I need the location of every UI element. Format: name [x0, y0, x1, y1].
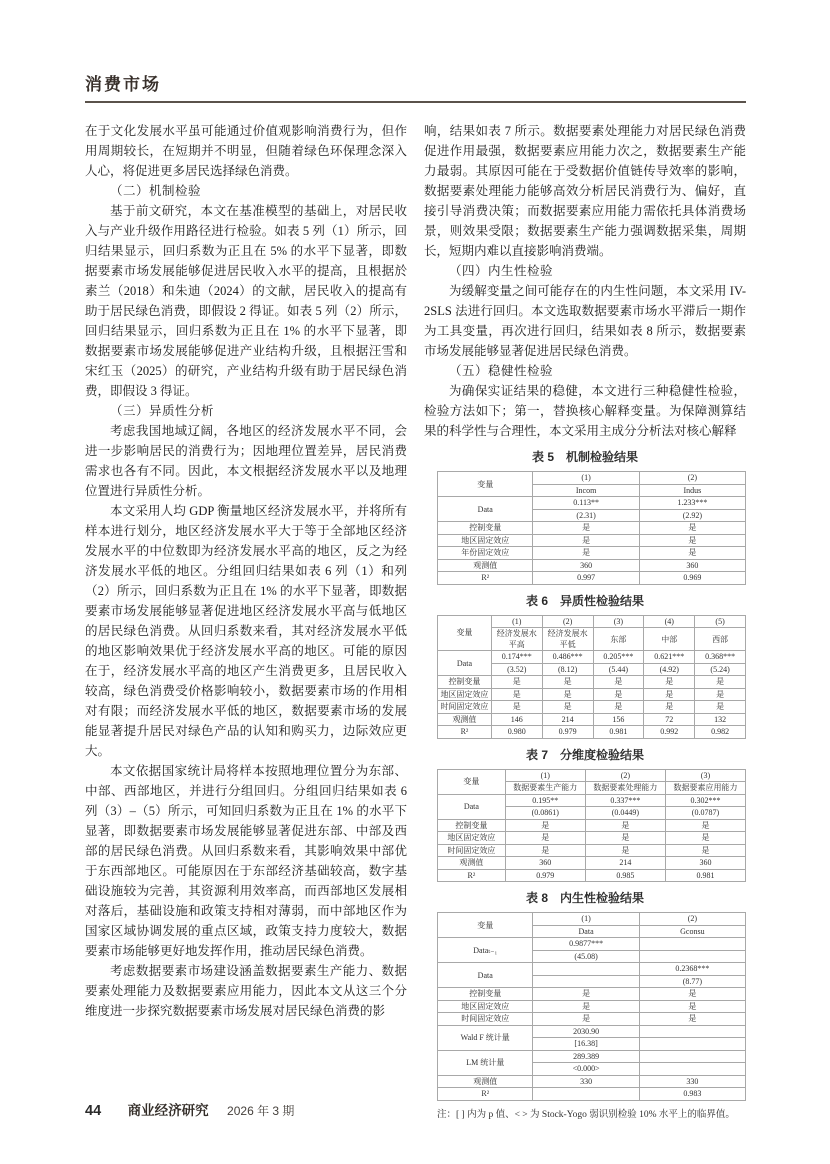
right-column [424, 121, 746, 1123]
left-column [85, 121, 407, 1021]
table-cell: 是 [639, 988, 745, 1001]
table-row [438, 534, 746, 547]
table-cell: 是 [639, 1013, 745, 1026]
table-cell: 0.979 [542, 726, 593, 739]
table-row [438, 1000, 746, 1013]
table-cell: 变量 [438, 913, 533, 938]
table-cell: 0.9877*** [533, 938, 639, 951]
table-cell: 东部 [593, 628, 644, 651]
table-cell: 330 [533, 1075, 639, 1088]
table-cell: 观测值 [438, 1075, 533, 1088]
table-cell: 289.389 [533, 1050, 639, 1063]
table-cell: Data [533, 925, 639, 938]
table-cell: Indus [639, 484, 745, 497]
table-row [438, 963, 746, 976]
table-cell: Dataₜ₋₁ [438, 938, 533, 963]
table-cell: 是 [695, 688, 746, 701]
table-cell: <0.000> [533, 1063, 639, 1076]
paragraph: 响，结果如表 7 所示。数据要素处理能力对居民绿色消费促进作用最强，数据要素应用能力次之，数据要素生产能力最弱。其原因可能在于受数据价值链传导效率的影响，数据要素处理能力能够高效分析居民消费行为、偏好，直接引导消费决策；而数据要素应用能力需依托具体消费场景，则效果受限；数据要素生产能力强调数据采集，周期长，短期内难以直接影响消费端。 [424, 124, 746, 258]
subsection-heading: （三）异质性分析 [110, 404, 215, 418]
table-cell: 是 [533, 534, 639, 547]
table-row [438, 497, 746, 510]
table-row [438, 1013, 746, 1026]
paragraph: 基于前文研究，本文在基准模型的基础上，对居民收入与产业升级作用路径进行检验。如表 5 列（1）所示，回归结果显示，回归系数为正且在 5% 的水平下显著，即数据要素市场发展能够促进居民收入水平的提高，且根据於素兰（2018）和朱迪（2024）的文献，居民收入的提高有助于居民绿色消费，即假设 2 得证。如表 5 列（2）所示，回归结果显示，回归系数为正且在 1% 的水平下显著，即数据要素市场发展能够促进产业结构升级，且根据汪雪和宋红玉（2025）的研究，产业结构升级有助于居民绿色消费，即假设 3 得证。 [85, 204, 407, 398]
table-row [438, 615, 746, 628]
table-row [438, 913, 746, 926]
table-cell: 是 [491, 688, 542, 701]
table-row [438, 688, 746, 701]
table-cell: [16.38] [533, 1038, 639, 1051]
paragraph: 本文采用人均 GDP 衡量地区经济发展水平，并将所有样本进行划分，地区经济发展水平大于等于全部地区经济发展水平的中位数即为经济发展水平高的地区，反之为经济发展水平低的地区。分组回归结果如表 6 列（1）和列（2）所示，回归系数为正且在 1% 的水平下显著，即数据要素市场发展能够显著促进地区经济发展水平高与低地区的居民绿色消费。从回归系数来看，其对经济发展水平低的地区影响效果优于经济发展水平高的地区。可能的原因在于，经济发展水平高的地区产生消费更多，且居民收入较高，绿色消费受价格影响较小，数据要素市场的作用相对有限；而经济发展水平低的地区，数据要素市场的发展能显著提升居民对绿色产品的认知和购买力，边际效应更大。 [85, 504, 407, 758]
table-cell: 变量 [438, 472, 533, 497]
table-cell: 经济发展水平高 [491, 628, 542, 651]
table-row [438, 844, 746, 857]
table-row [438, 938, 746, 951]
table-row [438, 857, 746, 870]
table-cell: 观测值 [438, 559, 533, 572]
table-cell: (1) [533, 913, 639, 926]
table-cell: Gconsu [639, 925, 745, 938]
table-cell: (5.24) [695, 663, 746, 676]
table-cell: (1) [533, 472, 639, 485]
table-cell: 地区固定效应 [438, 534, 533, 547]
table-cell: 时间固定效应 [438, 1013, 533, 1026]
paragraph: 在于文化发展水平虽可能通过价值观影响消费行为，但作用周期较长，在短期并不明显，但随着绿色环保理念深入人心，将促进更多居民选择绿色消费。 [85, 124, 407, 178]
section-header: 消费市场 [85, 75, 161, 94]
table-cell: 是 [542, 701, 593, 714]
table-cell: 是 [593, 676, 644, 689]
table-cell: 数据要素生产能力 [505, 782, 585, 795]
table-cell: 是 [505, 844, 585, 857]
table-cell: 是 [542, 688, 593, 701]
table-row [438, 988, 746, 1001]
table-cell: 2030.90 [533, 1025, 639, 1038]
table-cell: 地区固定效应 [438, 688, 492, 701]
table-cell: 地区固定效应 [438, 1000, 533, 1013]
table-row [438, 769, 746, 782]
table-cell: 变量 [438, 769, 506, 794]
table-row [438, 559, 746, 572]
table-cell: 0.486*** [542, 651, 593, 664]
table-cell: 330 [639, 1075, 745, 1088]
table-cell: 是 [533, 522, 639, 535]
table-8-title: 表 8 内生性检验结果 [525, 891, 644, 905]
table-cell: (4.92) [644, 663, 695, 676]
table-8-block [424, 889, 746, 1101]
table-row [438, 726, 746, 739]
table-cell [639, 938, 745, 951]
table-cell: 0.337*** [585, 794, 665, 807]
table-cell: 经济发展水平低 [542, 628, 593, 651]
table-cell: (0.0861) [505, 807, 585, 820]
table-cell: Incom [533, 484, 639, 497]
table-6-heterogeneity-results [437, 615, 746, 739]
table-7-dimension-results [437, 769, 746, 883]
table-cell: Data [438, 651, 492, 676]
table-cell: 72 [644, 713, 695, 726]
table-cell: 是 [491, 676, 542, 689]
table-cell: (3) [665, 769, 745, 782]
table-cell: 0.174*** [491, 651, 542, 664]
table-cell: 0.195** [505, 794, 585, 807]
table-cell: 0.992 [644, 726, 695, 739]
table-cell: (0.0787) [665, 807, 745, 820]
table-row [438, 1025, 746, 1038]
journal-name: 商业经济研究 [127, 1103, 209, 1118]
table-cell: 控制变量 [438, 676, 492, 689]
table-cell: 是 [665, 832, 745, 845]
paragraph: 本文依据国家统计局将样本按照地理位置分为东部、中部、西部地区，并进行分组回归。分组回归结果如表 6 列（3）–（5）所示，可知回归系数为正且在 1% 的水平下显著，即数据要素市场发展能够显著促进东部、中部及西部的居民绿色消费。从回归系数来看，其影响效果中部优于东西部地区。可能原因在于东部经济基础较高，数字基础设施较为完善，其资源利用效率高，而西部地区发展相对落后，基础设施和政策支持相对薄弱，而中部地区作为国家区域协调发展的重点区域，政策支持力度较大，数据要素市场能够更好地发挥作用，推动居民绿色消费。 [85, 764, 407, 958]
table-cell: 0.981 [665, 869, 745, 882]
table-5-block [424, 448, 746, 585]
subsection-heading: （二）机制检验 [110, 184, 202, 198]
table-cell [533, 963, 639, 976]
table-cell: 0.368*** [695, 651, 746, 664]
paragraph: 为缓解变量之间可能存在的内生性问题，本文采用 IV-2SLS 法进行回归。本文选取数据要素市场水平滞后一期作为工具变量，再次进行回归，结果如表 8 所示，数据要素市场发展能够显著促进居民绿色消费。 [424, 284, 746, 358]
table-cell: Data [438, 963, 533, 988]
table-cell: 是 [639, 534, 745, 547]
subsection-heading: （四）内生性检验 [449, 264, 554, 278]
table-cell: 0.969 [639, 572, 745, 585]
table-row [438, 1075, 746, 1088]
table-cell: 时间固定效应 [438, 844, 506, 857]
table-cell: 是 [639, 547, 745, 560]
table-cell: (2) [639, 913, 745, 926]
table-cell: 是 [644, 701, 695, 714]
table-row [438, 522, 746, 535]
table-cell: 是 [533, 547, 639, 560]
table-cell: 是 [593, 701, 644, 714]
table-cell: 360 [639, 559, 745, 572]
table-cell: R² [438, 1088, 533, 1101]
table-cell: 控制变量 [438, 819, 506, 832]
table-cell: 是 [593, 688, 644, 701]
table-cell: (2) [585, 769, 665, 782]
table-cell: 是 [505, 819, 585, 832]
table-cell: 0.979 [505, 869, 585, 882]
table-cell: 214 [542, 713, 593, 726]
table-cell: 控制变量 [438, 988, 533, 1001]
table-cell: 0.985 [585, 869, 665, 882]
paragraph: 考虑我国地域辽阔，各地区的经济发展水平不同，会进一步影响居民的消费行为；因地理位置差异，居民消费需求也各有不同。因此，本文根据经济发展水平以及地理位置进行异质性分析。 [85, 424, 407, 498]
table-cell: 西部 [695, 628, 746, 651]
table-7-title: 表 7 分维度检验结果 [525, 747, 644, 762]
table-cell: 数据要素应用能力 [665, 782, 745, 795]
table-cell [639, 1063, 745, 1076]
table-cell: 0.113** [533, 497, 639, 510]
table-cell: 观测值 [438, 857, 506, 870]
table-cell: 是 [639, 522, 745, 535]
table-row [438, 572, 746, 585]
table-cell: (8.12) [542, 663, 593, 676]
table-cell: (4) [644, 615, 695, 628]
table-note: 注：[ ] 内为 p 值、< > 为 Stock-Yogo 弱识别检验 10% 水平上的临界值。 [437, 1109, 735, 1120]
table-cell: 是 [695, 676, 746, 689]
table-row [438, 676, 746, 689]
table-cell: (2.31) [533, 509, 639, 522]
table-cell [533, 1088, 639, 1101]
table-cell: 地区固定效应 [438, 832, 506, 845]
issue-label: 2026 年 3 期 [227, 1104, 295, 1118]
table-6-block [424, 592, 746, 739]
table-8-endogeneity-results [437, 912, 746, 1101]
table-cell: R² [438, 572, 533, 585]
table-row [438, 701, 746, 714]
table-cell: 214 [585, 857, 665, 870]
table-cell: R² [438, 726, 492, 739]
table-row [438, 1088, 746, 1101]
table-cell: (3) [593, 615, 644, 628]
table-cell: 是 [533, 988, 639, 1001]
table-cell [639, 1050, 745, 1063]
table-cell: 是 [542, 676, 593, 689]
table-cell: LM 统计量 [438, 1050, 533, 1075]
table-cell: Data [438, 794, 506, 819]
table-cell: 是 [585, 819, 665, 832]
table-row [438, 794, 746, 807]
table-cell: 1.233*** [639, 497, 745, 510]
table-7-block [424, 746, 746, 883]
table-cell: 0.302*** [665, 794, 745, 807]
table-cell: 观测值 [438, 713, 492, 726]
paragraph: 为确保实证结果的稳健，本文进行三种稳健性检验，检验方法如下；第一，替换核心解释变量。为保障测算结果的科学性与合理性，本文采用主成分分析法对核心解释 [424, 384, 746, 438]
table-cell: 是 [644, 688, 695, 701]
table-cell: 0.997 [533, 572, 639, 585]
table-cell: 0.2368*** [639, 963, 745, 976]
table-cell: 是 [533, 1000, 639, 1013]
table-6-title: 表 6 异质性检验结果 [525, 593, 644, 608]
table-cell [639, 1025, 745, 1038]
table-cell: (5) [695, 615, 746, 628]
table-cell: 0.980 [491, 726, 542, 739]
table-row [438, 713, 746, 726]
table-cell: 156 [593, 713, 644, 726]
table-cell: 控制变量 [438, 522, 533, 535]
table-5-mechanism-results [437, 471, 746, 585]
subsection-heading: （五）稳健性检验 [449, 364, 554, 378]
table-cell: Data [438, 497, 533, 522]
table-cell: 0.621*** [644, 651, 695, 664]
table-cell: 0.982 [695, 726, 746, 739]
page-footer [85, 1099, 294, 1120]
table-cell: 时间固定效应 [438, 701, 492, 714]
table-cell: (1) [505, 769, 585, 782]
table-cell: 是 [533, 1013, 639, 1026]
table-cell: (1) [491, 615, 542, 628]
table-row [438, 547, 746, 560]
table-cell [639, 1038, 745, 1051]
table-cell: (3.52) [491, 663, 542, 676]
table-cell: 年份固定效应 [438, 547, 533, 560]
table-5-title: 表 5 机制检验结果 [531, 450, 638, 464]
table-cell: (5.44) [593, 663, 644, 676]
table-cell [639, 950, 745, 963]
table-cell: 360 [505, 857, 585, 870]
table-cell: 变量 [438, 615, 492, 651]
table-cell: 146 [491, 713, 542, 726]
table-cell: 中部 [644, 628, 695, 651]
table-cell: 是 [491, 701, 542, 714]
table-row [438, 832, 746, 845]
header-divider [85, 101, 746, 103]
page-number: 44 [85, 1103, 102, 1119]
table-cell [533, 975, 639, 988]
table-cell: 0.983 [639, 1088, 745, 1101]
paragraph: 考虑数据要素市场建设涵盖数据要素生产能力、数据要素处理能力及数据要素应用能力，因此本文从这三个分维度进一步探究数据要素市场发展对居民绿色消费的影 [85, 964, 407, 1018]
table-cell: 是 [585, 844, 665, 857]
table-cell: (2) [639, 472, 745, 485]
table-cell: 是 [665, 819, 745, 832]
table-cell: 数据要素处理能力 [585, 782, 665, 795]
table-row [438, 651, 746, 664]
table-cell: R² [438, 869, 506, 882]
table-cell: (2.92) [639, 509, 745, 522]
table-row [438, 819, 746, 832]
table-cell: 是 [639, 1000, 745, 1013]
table-row [438, 472, 746, 485]
table-cell: 132 [695, 713, 746, 726]
table-row [438, 869, 746, 882]
table-cell: (8.77) [639, 975, 745, 988]
table-cell: 是 [505, 832, 585, 845]
table-cell: 是 [665, 844, 745, 857]
table-cell: (0.0449) [585, 807, 665, 820]
table-row [438, 1050, 746, 1063]
table-cell: 是 [695, 701, 746, 714]
table-cell: (45.08) [533, 950, 639, 963]
table-cell: 0.205*** [593, 651, 644, 664]
table-cell: 0.981 [593, 726, 644, 739]
table-cell: 360 [533, 559, 639, 572]
table-cell: 360 [665, 857, 745, 870]
table-cell: (2) [542, 615, 593, 628]
table-cell: 是 [644, 676, 695, 689]
table-cell: Wald F 统计量 [438, 1025, 533, 1050]
table-cell: 是 [585, 832, 665, 845]
